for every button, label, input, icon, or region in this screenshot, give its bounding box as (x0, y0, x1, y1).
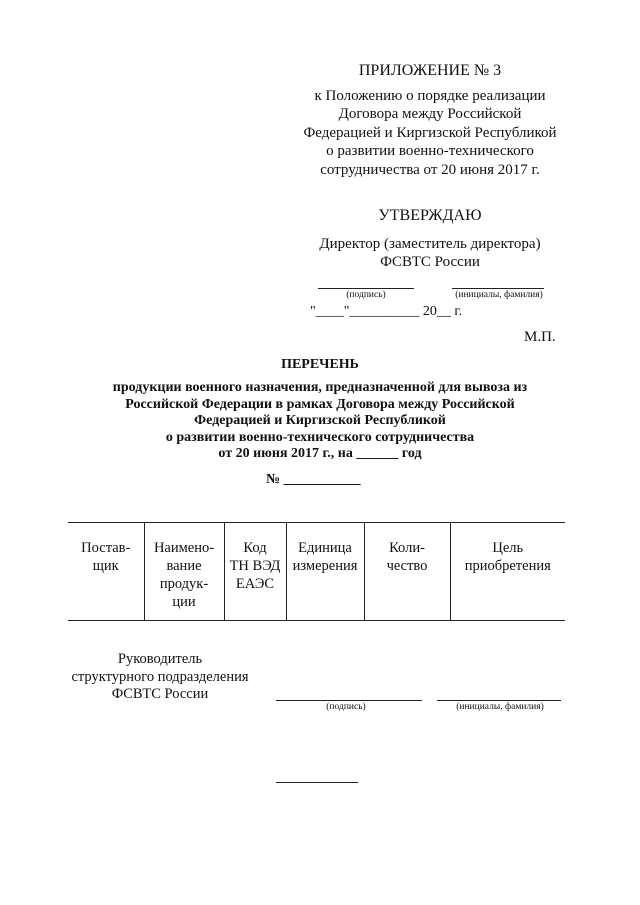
signer-line: Руководитель (117, 651, 203, 667)
description-line: Российской Федерации в рамках Договора между Российской (125, 396, 515, 412)
footer-name-caption: (инициалы, фамилия) (456, 702, 544, 712)
approval-signature-caption: (подпись) (346, 290, 386, 300)
list-title: ПЕРЕЧЕНЬ (281, 357, 359, 372)
footer-signer-block (60, 651, 260, 704)
footer-name-line (437, 700, 561, 701)
footnote-separator (276, 782, 358, 783)
column-header-unit: Единица измерения (286, 523, 364, 621)
approval-position: Директор (заместитель директора) (319, 235, 541, 252)
approval-signature-line (318, 288, 414, 289)
stamp-label: М.П. (524, 329, 556, 345)
description-line: о развитии военно-технического сотрудничества (165, 429, 475, 445)
column-header-customs-code: Код ТН ВЭД ЕАЭС (224, 523, 286, 621)
appendix-line: о развитии военно-технического (326, 143, 534, 159)
approval-date-line: "____"__________ 20__ г. (310, 304, 463, 319)
appendix-line: Договора между Российской (338, 106, 522, 122)
column-header-supplier: Постав- щик (68, 523, 144, 621)
appendix-heading: ПРИЛОЖЕНИЕ № 3 (358, 62, 502, 79)
approval-heading: УТВЕРЖДАЮ (378, 207, 482, 224)
table-header-row (68, 523, 565, 621)
approval-block (300, 207, 560, 272)
description-line: Федерацией и Киргизской Республикой (194, 413, 446, 429)
column-header-product-name: Наимено- вание продук- ции (144, 523, 224, 621)
list-number: № ___________ (266, 472, 361, 487)
signer-line: ФСВТС России (111, 686, 209, 702)
description-line: от 20 июня 2017 г., на ______ год (218, 446, 422, 462)
appendix-line: Федерацией и Киргизской Республикой (303, 124, 557, 141)
appendix-line: к Положению о порядке реализации (314, 87, 546, 104)
description-line: продукции военного назначения, предназначенной для вывоза из (112, 380, 528, 395)
column-header-quantity: Коли- чество (364, 523, 450, 621)
appendix-line: сотрудничества от 20 июня 2017 г. (320, 161, 540, 178)
footer-signature-caption: (подпись) (326, 702, 366, 712)
footer-signature-line (276, 700, 422, 701)
approval-agency: ФСВТС России (380, 254, 480, 270)
column-header-purpose: Цель приобретения (450, 523, 565, 621)
appendix-block (300, 62, 560, 179)
products-table (68, 522, 565, 621)
list-description (60, 380, 580, 463)
approval-name-line (452, 288, 544, 289)
approval-name-caption: (инициалы, фамилия) (455, 290, 543, 300)
signer-line: структурного подразделения (71, 668, 249, 685)
